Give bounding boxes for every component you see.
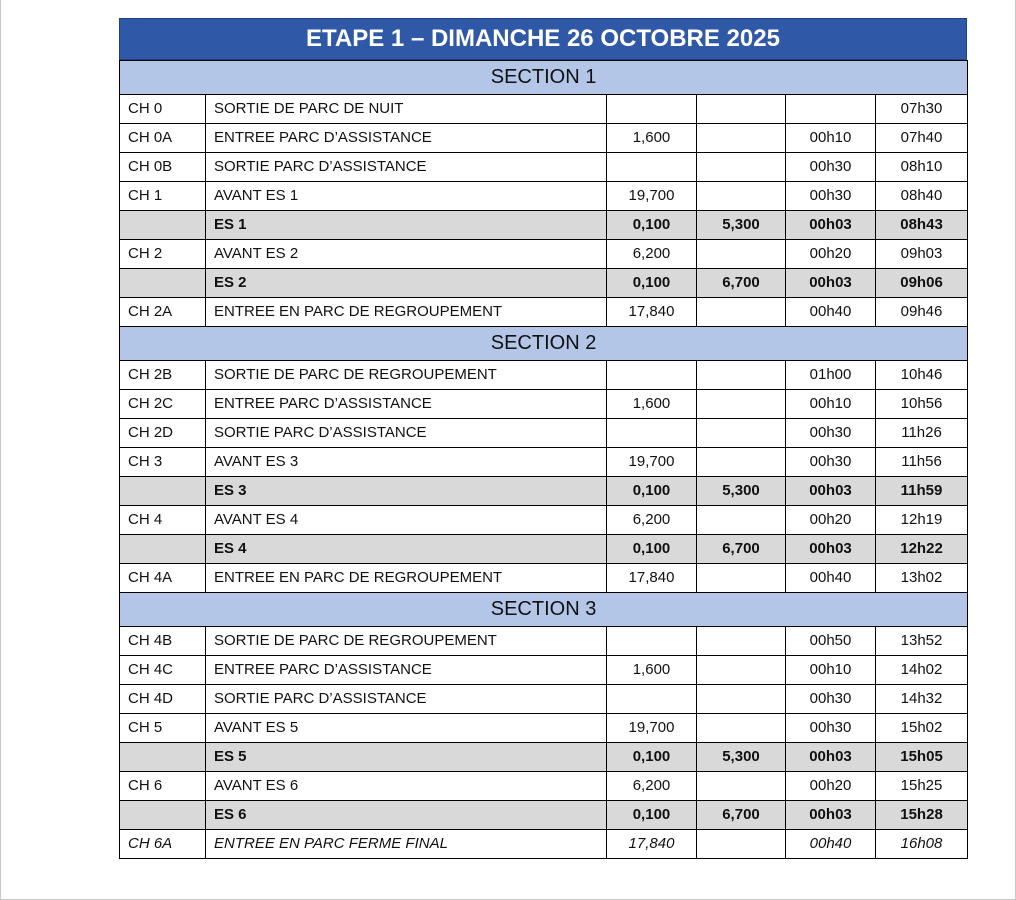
es-distance-cell: 6,700 bbox=[697, 535, 786, 564]
section-title: SECTION 1 bbox=[120, 61, 968, 95]
ch-cell: CH 1 bbox=[120, 182, 206, 211]
label-cell: ES 3 bbox=[206, 477, 607, 506]
distance-cell: 6,200 bbox=[607, 506, 697, 535]
time-control-row bbox=[120, 419, 968, 448]
clock-cell: 09h03 bbox=[876, 240, 968, 269]
label-cell: ENTREE EN PARC DE REGROUPEMENT bbox=[206, 564, 607, 593]
distance-cell: 6,200 bbox=[607, 772, 697, 801]
time-cell: 00h20 bbox=[786, 772, 876, 801]
time-cell: 00h10 bbox=[786, 656, 876, 685]
time-control-row bbox=[120, 298, 968, 327]
clock-cell: 07h40 bbox=[876, 124, 968, 153]
ch-cell: CH 0B bbox=[120, 153, 206, 182]
label-cell: AVANT ES 3 bbox=[206, 448, 607, 477]
es-distance-cell: 6,700 bbox=[697, 801, 786, 830]
ch-cell: CH 6 bbox=[120, 772, 206, 801]
label-cell: SORTIE DE PARC DE REGROUPEMENT bbox=[206, 627, 607, 656]
distance-cell: 0,100 bbox=[607, 801, 697, 830]
label-cell: SORTIE PARC D’ASSISTANCE bbox=[206, 153, 607, 182]
distance-cell: 17,840 bbox=[607, 564, 697, 593]
ch-cell: CH 4D bbox=[120, 685, 206, 714]
time-cell: 00h03 bbox=[786, 269, 876, 298]
time-control-row bbox=[120, 656, 968, 685]
es-distance-cell: 5,300 bbox=[697, 211, 786, 240]
time-cell: 00h20 bbox=[786, 240, 876, 269]
distance-cell: 17,840 bbox=[607, 830, 697, 859]
es-distance-cell bbox=[697, 240, 786, 269]
es-distance-cell bbox=[697, 830, 786, 859]
time-control-row bbox=[120, 361, 968, 390]
ch-cell: CH 0 bbox=[120, 95, 206, 124]
ch-cell bbox=[120, 535, 206, 564]
es-distance-cell bbox=[697, 627, 786, 656]
clock-cell: 11h26 bbox=[876, 419, 968, 448]
distance-cell: 0,100 bbox=[607, 269, 697, 298]
special-stage-row bbox=[120, 801, 968, 830]
distance-cell bbox=[607, 361, 697, 390]
distance-cell: 0,100 bbox=[607, 211, 697, 240]
time-control-row bbox=[120, 506, 968, 535]
es-distance-cell bbox=[697, 772, 786, 801]
es-distance-cell bbox=[697, 390, 786, 419]
section-header-row bbox=[120, 61, 968, 95]
ch-cell: CH 4A bbox=[120, 564, 206, 593]
time-control-row bbox=[120, 390, 968, 419]
distance-cell: 19,700 bbox=[607, 182, 697, 211]
es-distance-cell bbox=[697, 448, 786, 477]
label-cell: ES 1 bbox=[206, 211, 607, 240]
label-cell: SORTIE PARC D’ASSISTANCE bbox=[206, 419, 607, 448]
es-distance-cell bbox=[697, 656, 786, 685]
time-control-row bbox=[120, 95, 968, 124]
page-edge-left bbox=[0, 0, 1, 900]
ch-cell: CH 2D bbox=[120, 419, 206, 448]
time-control-row bbox=[120, 153, 968, 182]
ch-cell bbox=[120, 743, 206, 772]
time-cell: 00h20 bbox=[786, 506, 876, 535]
distance-cell: 19,700 bbox=[607, 448, 697, 477]
time-cell: 00h10 bbox=[786, 124, 876, 153]
time-cell: 00h40 bbox=[786, 830, 876, 859]
es-distance-cell: 5,300 bbox=[697, 743, 786, 772]
distance-cell: 1,600 bbox=[607, 656, 697, 685]
label-cell: AVANT ES 5 bbox=[206, 714, 607, 743]
time-control-row bbox=[120, 685, 968, 714]
time-cell: 00h50 bbox=[786, 627, 876, 656]
time-cell: 00h30 bbox=[786, 714, 876, 743]
time-control-row bbox=[120, 627, 968, 656]
distance-cell: 6,200 bbox=[607, 240, 697, 269]
clock-cell: 08h40 bbox=[876, 182, 968, 211]
ch-cell: CH 4B bbox=[120, 627, 206, 656]
label-cell: ES 4 bbox=[206, 535, 607, 564]
schedule-table bbox=[119, 60, 968, 859]
section-header-row bbox=[120, 327, 968, 361]
time-cell: 00h30 bbox=[786, 182, 876, 211]
ch-cell: CH 2C bbox=[120, 390, 206, 419]
clock-cell: 09h46 bbox=[876, 298, 968, 327]
distance-cell: 0,100 bbox=[607, 535, 697, 564]
distance-cell bbox=[607, 419, 697, 448]
section-title: SECTION 3 bbox=[120, 593, 968, 627]
distance-cell: 0,100 bbox=[607, 743, 697, 772]
time-cell: 00h40 bbox=[786, 298, 876, 327]
label-cell: ES 2 bbox=[206, 269, 607, 298]
distance-cell: 1,600 bbox=[607, 124, 697, 153]
ch-cell: CH 6A bbox=[120, 830, 206, 859]
ch-cell bbox=[120, 211, 206, 240]
es-distance-cell bbox=[697, 182, 786, 211]
es-distance-cell bbox=[697, 714, 786, 743]
clock-cell: 15h02 bbox=[876, 714, 968, 743]
ch-cell: CH 2 bbox=[120, 240, 206, 269]
ch-cell: CH 0A bbox=[120, 124, 206, 153]
time-control-row bbox=[120, 240, 968, 269]
ch-cell: CH 3 bbox=[120, 448, 206, 477]
schedule-sheet bbox=[119, 18, 967, 859]
ch-cell bbox=[120, 269, 206, 298]
label-cell: AVANT ES 2 bbox=[206, 240, 607, 269]
section-title: SECTION 2 bbox=[120, 327, 968, 361]
time-cell: 00h03 bbox=[786, 211, 876, 240]
time-control-row bbox=[120, 448, 968, 477]
label-cell: ES 6 bbox=[206, 801, 607, 830]
label-cell: ENTREE PARC D’ASSISTANCE bbox=[206, 390, 607, 419]
clock-cell: 12h19 bbox=[876, 506, 968, 535]
special-stage-row bbox=[120, 211, 968, 240]
ch-cell: CH 4 bbox=[120, 506, 206, 535]
es-distance-cell bbox=[697, 685, 786, 714]
time-control-row bbox=[120, 830, 968, 859]
clock-cell: 14h02 bbox=[876, 656, 968, 685]
es-distance-cell: 5,300 bbox=[697, 477, 786, 506]
schedule-body bbox=[120, 61, 968, 859]
clock-cell: 16h08 bbox=[876, 830, 968, 859]
section-header-row bbox=[120, 593, 968, 627]
time-control-row bbox=[120, 564, 968, 593]
label-cell: AVANT ES 6 bbox=[206, 772, 607, 801]
time-cell: 00h40 bbox=[786, 564, 876, 593]
label-cell: SORTIE PARC D’ASSISTANCE bbox=[206, 685, 607, 714]
time-cell: 00h30 bbox=[786, 153, 876, 182]
label-cell: SORTIE DE PARC DE NUIT bbox=[206, 95, 607, 124]
label-cell: SORTIE DE PARC DE REGROUPEMENT bbox=[206, 361, 607, 390]
distance-cell bbox=[607, 95, 697, 124]
label-cell: ES 5 bbox=[206, 743, 607, 772]
clock-cell: 10h46 bbox=[876, 361, 968, 390]
es-distance-cell bbox=[697, 95, 786, 124]
clock-cell: 08h43 bbox=[876, 211, 968, 240]
es-distance-cell bbox=[697, 564, 786, 593]
time-control-row bbox=[120, 714, 968, 743]
es-distance-cell bbox=[697, 361, 786, 390]
time-cell: 00h30 bbox=[786, 448, 876, 477]
time-cell: 00h10 bbox=[786, 390, 876, 419]
ch-cell: CH 4C bbox=[120, 656, 206, 685]
distance-cell: 17,840 bbox=[607, 298, 697, 327]
special-stage-row bbox=[120, 535, 968, 564]
label-cell: AVANT ES 1 bbox=[206, 182, 607, 211]
label-cell: ENTREE PARC D’ASSISTANCE bbox=[206, 656, 607, 685]
clock-cell: 12h22 bbox=[876, 535, 968, 564]
es-distance-cell bbox=[697, 298, 786, 327]
time-cell: 00h03 bbox=[786, 801, 876, 830]
distance-cell: 0,100 bbox=[607, 477, 697, 506]
time-control-row bbox=[120, 124, 968, 153]
clock-cell: 15h25 bbox=[876, 772, 968, 801]
label-cell: ENTREE EN PARC FERME FINAL bbox=[206, 830, 607, 859]
clock-cell: 14h32 bbox=[876, 685, 968, 714]
es-distance-cell bbox=[697, 506, 786, 535]
special-stage-row bbox=[120, 269, 968, 298]
distance-cell bbox=[607, 153, 697, 182]
time-cell: 00h03 bbox=[786, 743, 876, 772]
ch-cell: CH 2B bbox=[120, 361, 206, 390]
es-distance-cell bbox=[697, 153, 786, 182]
clock-cell: 07h30 bbox=[876, 95, 968, 124]
clock-cell: 11h56 bbox=[876, 448, 968, 477]
distance-cell: 19,700 bbox=[607, 714, 697, 743]
label-cell: ENTREE EN PARC DE REGROUPEMENT bbox=[206, 298, 607, 327]
ch-cell: CH 2A bbox=[120, 298, 206, 327]
distance-cell bbox=[607, 685, 697, 714]
time-cell: 00h30 bbox=[786, 419, 876, 448]
time-cell: 01h00 bbox=[786, 361, 876, 390]
time-control-row bbox=[120, 182, 968, 211]
ch-cell bbox=[120, 801, 206, 830]
clock-cell: 11h59 bbox=[876, 477, 968, 506]
distance-cell: 1,600 bbox=[607, 390, 697, 419]
es-distance-cell: 6,700 bbox=[697, 269, 786, 298]
clock-cell: 15h05 bbox=[876, 743, 968, 772]
es-distance-cell bbox=[697, 124, 786, 153]
label-cell: AVANT ES 4 bbox=[206, 506, 607, 535]
ch-cell: CH 5 bbox=[120, 714, 206, 743]
clock-cell: 10h56 bbox=[876, 390, 968, 419]
time-cell: 00h03 bbox=[786, 535, 876, 564]
time-control-row bbox=[120, 772, 968, 801]
clock-cell: 13h02 bbox=[876, 564, 968, 593]
time-cell: 00h30 bbox=[786, 685, 876, 714]
clock-cell: 15h28 bbox=[876, 801, 968, 830]
special-stage-row bbox=[120, 477, 968, 506]
time-cell bbox=[786, 95, 876, 124]
clock-cell: 09h06 bbox=[876, 269, 968, 298]
distance-cell bbox=[607, 627, 697, 656]
clock-cell: 13h52 bbox=[876, 627, 968, 656]
label-cell: ENTREE PARC D’ASSISTANCE bbox=[206, 124, 607, 153]
stage-title: ETAPE 1 – DIMANCHE 26 OCTOBRE 2025 bbox=[119, 18, 967, 60]
es-distance-cell bbox=[697, 419, 786, 448]
time-cell: 00h03 bbox=[786, 477, 876, 506]
ch-cell bbox=[120, 477, 206, 506]
special-stage-row bbox=[120, 743, 968, 772]
clock-cell: 08h10 bbox=[876, 153, 968, 182]
